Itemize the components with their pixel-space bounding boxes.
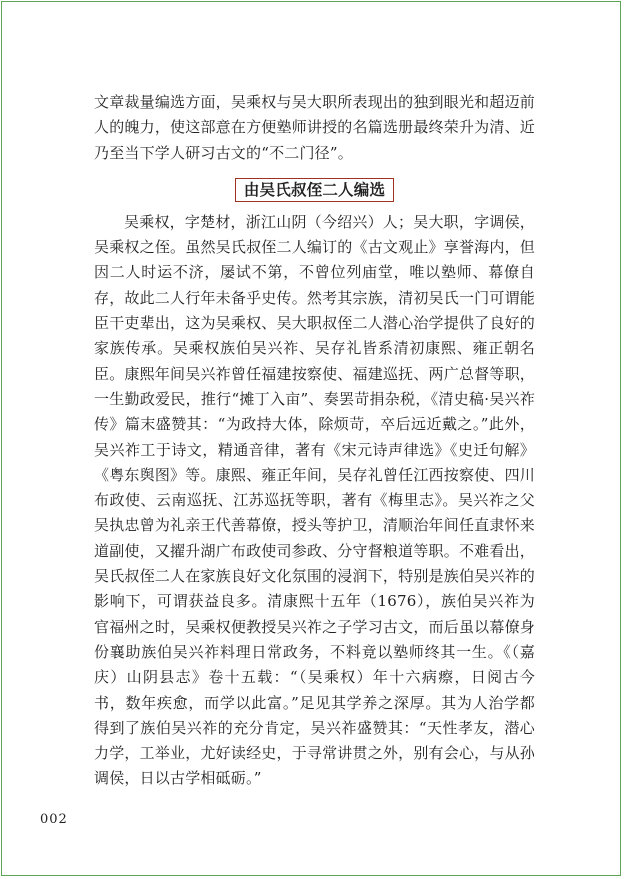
intro-paragraph: 文章裁量编选方面，吴乘权与吴大职所表现出的独到眼光和超迈前人的魄力，使这部意在方便塾师讲授的名篇选册最终荣升为清、近乃至当下学人研习古文的“不二门径”。 [94,93,535,162]
page-content [94,90,535,792]
section-heading-wrap [94,178,535,202]
section-heading: 由吴氏叔侄二人编选 [235,178,394,202]
body-paragraph: 吴乘权，字楚材，浙江山阴（今绍兴）人；吴大职，字调侯，吴乘权之侄。虽然吴氏叔侄二人编订的《古文观止》享誉海内，但因二人时运不济，屡试不第，不曾位列庙堂，唯以塾师、幕僚自存，故此二人行年未备乎史传。然考其宗族，清初吴氏一门可谓能臣干吏辈出，这为吴乘权、吴大职叔侄二人潜心治学提供了良好的家族传承。吴乘权族伯吴兴祚、吴存礼皆系清初康熙、雍正朝名臣。康熙年间吴兴祚曾任福建按察使、福建巡抚、两广总督等职，一生勤政爱民，推行“摊丁入亩”、奏罢苛捐杂税，《清史稿·吴兴祚传》篇末盛赞其：“为政持大体，除烦苛，卒后远近戴之。”此外，吴兴祚工于诗文，精通音律，著有《宋元诗声律选》《史迁句解》《粤东舆图》等。康熙、雍正年间，吴存礼曾任江西按察使、四川布政使、云南巡抚、江苏巡抚等职，著有《梅里志》。吴兴祚之父吴执忠曾为礼亲王代善幕僚，授头等护卫，清顺治年间任直隶怀来道副使，又擢升湖广布政使司参政、分守督粮道等职。不难看出，吴氏叔侄二人在家族良好文化氛围的浸润下，特别是族伯吴兴祚的影响下，可谓获益良多。清康熙十五年（1676），族伯吴兴祚为官福州之时，吴乘权便教授吴兴祚之子学习古文，而后虽以幕僚身份襄助族伯吴兴祚料理日常政务，不料竟以塾师终其一生。《（嘉庆）山阴县志》卷十五载：“（吴乘权）年十六病瘵，日阅古今书，数年疾愈，而学以此富。”足见其学养之深厚。其为人治学都得到了族伯吴兴祚的充分肯定，吴兴祚盛赞其：“天性孝友，潜心力学，工举业，尤好读经史，于寻常讲贯之外，别有会心，与从孙调侯，日以古学相砥砺。” [94,212,535,788]
page-number: 002 [40,812,68,827]
